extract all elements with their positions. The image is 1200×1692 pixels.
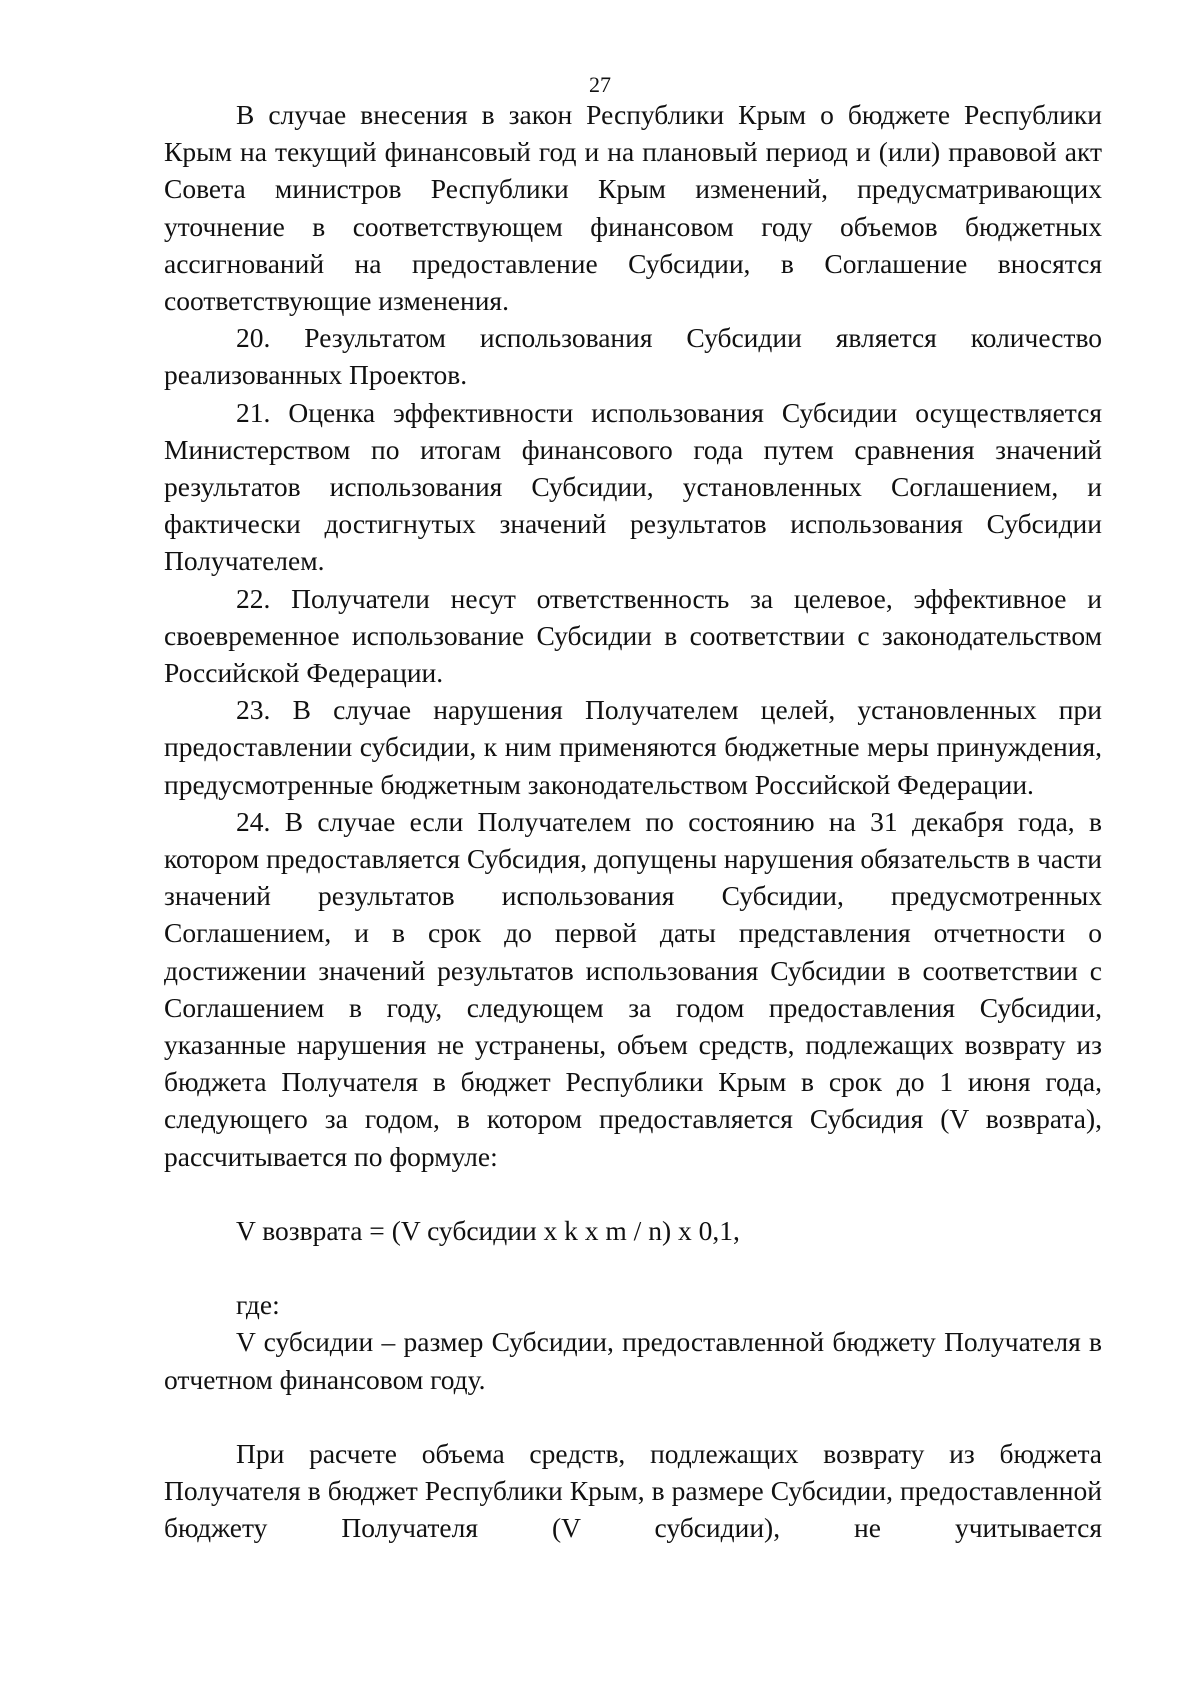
page-number: 27 [589, 72, 611, 97]
paragraph-20: 20. Результатом использования Субсидии является количество реализованных Проектов. [164, 322, 1102, 391]
document-body [164, 96, 1102, 1546]
definition-v-subsidy: V субсидии – размер Субсидии, предоставленной бюджету Получателя в отчетном финансовом году. [164, 1326, 1102, 1395]
paragraph-21: 21. Оценка эффективности использования Субсидии осуществляется Министерством по итогам финансового года путем сравнения значений результатов использования Субсидии, установленных Соглашением, и фактически достигнутых значений результатов использования Субсидии Получателем. [164, 396, 1102, 577]
blank-line [164, 1398, 1102, 1435]
paragraph-24: 24. В случае если Получателем по состоянию на 31 декабря года, в котором предоставляется Субсидия, допущены нарушения обязательств в части значений результатов использования Субсидии, предусмотренных Соглашением, и в срок до первой даты представления отчетности о достижении значений результатов использования Субсидии в соответствии с Соглашением в году, следующем за годом предоставления Субсидии, указанные нарушения не устранены, объем средств, подлежащих возврату из бюджета Получателя в бюджет Республики Крым в срок до 1 июня года, следующего за годом, в котором предоставляется Субсидия (V возврата), рассчитывается по формуле: [164, 805, 1102, 1172]
formula-where-label: где: [236, 1289, 280, 1321]
paragraph-23: 23. В случае нарушения Получателем целей, установленных при предоставлении субсидии, к ним применяются бюджетные меры принуждения, предусмотренные бюджетным законодательством Российской Федерации. [164, 694, 1102, 800]
paragraph-22: 22. Получатели несут ответственность за целевое, эффективное и своевременное использование Субсидии в соответствии с законодательством Российской Федерации. [164, 582, 1102, 689]
paragraph-19-continuation: В случае внесения в закон Республики Крым о бюджете Республики Крым на текущий финансовый год и на плановый период и (или) правовой акт Совета министров Республики Крым изменений, предусматривающих уточнение в соответствующем финансовом году объемов бюджетных ассигнований на предоставление Субсидии, в Соглашение вносятся соответствующие изменения. [164, 99, 1102, 317]
paragraph-calculation: При расчете объема средств, подлежащих возврату из бюджета Получателя в бюджет Республики Крым, в размере Субсидии, предоставленной бюджету Получателя (V субсидии), не учитывается [164, 1437, 1102, 1544]
formula-v-return: V возврата = (V субсидии x k x m / n) x 0,1, [236, 1214, 740, 1246]
